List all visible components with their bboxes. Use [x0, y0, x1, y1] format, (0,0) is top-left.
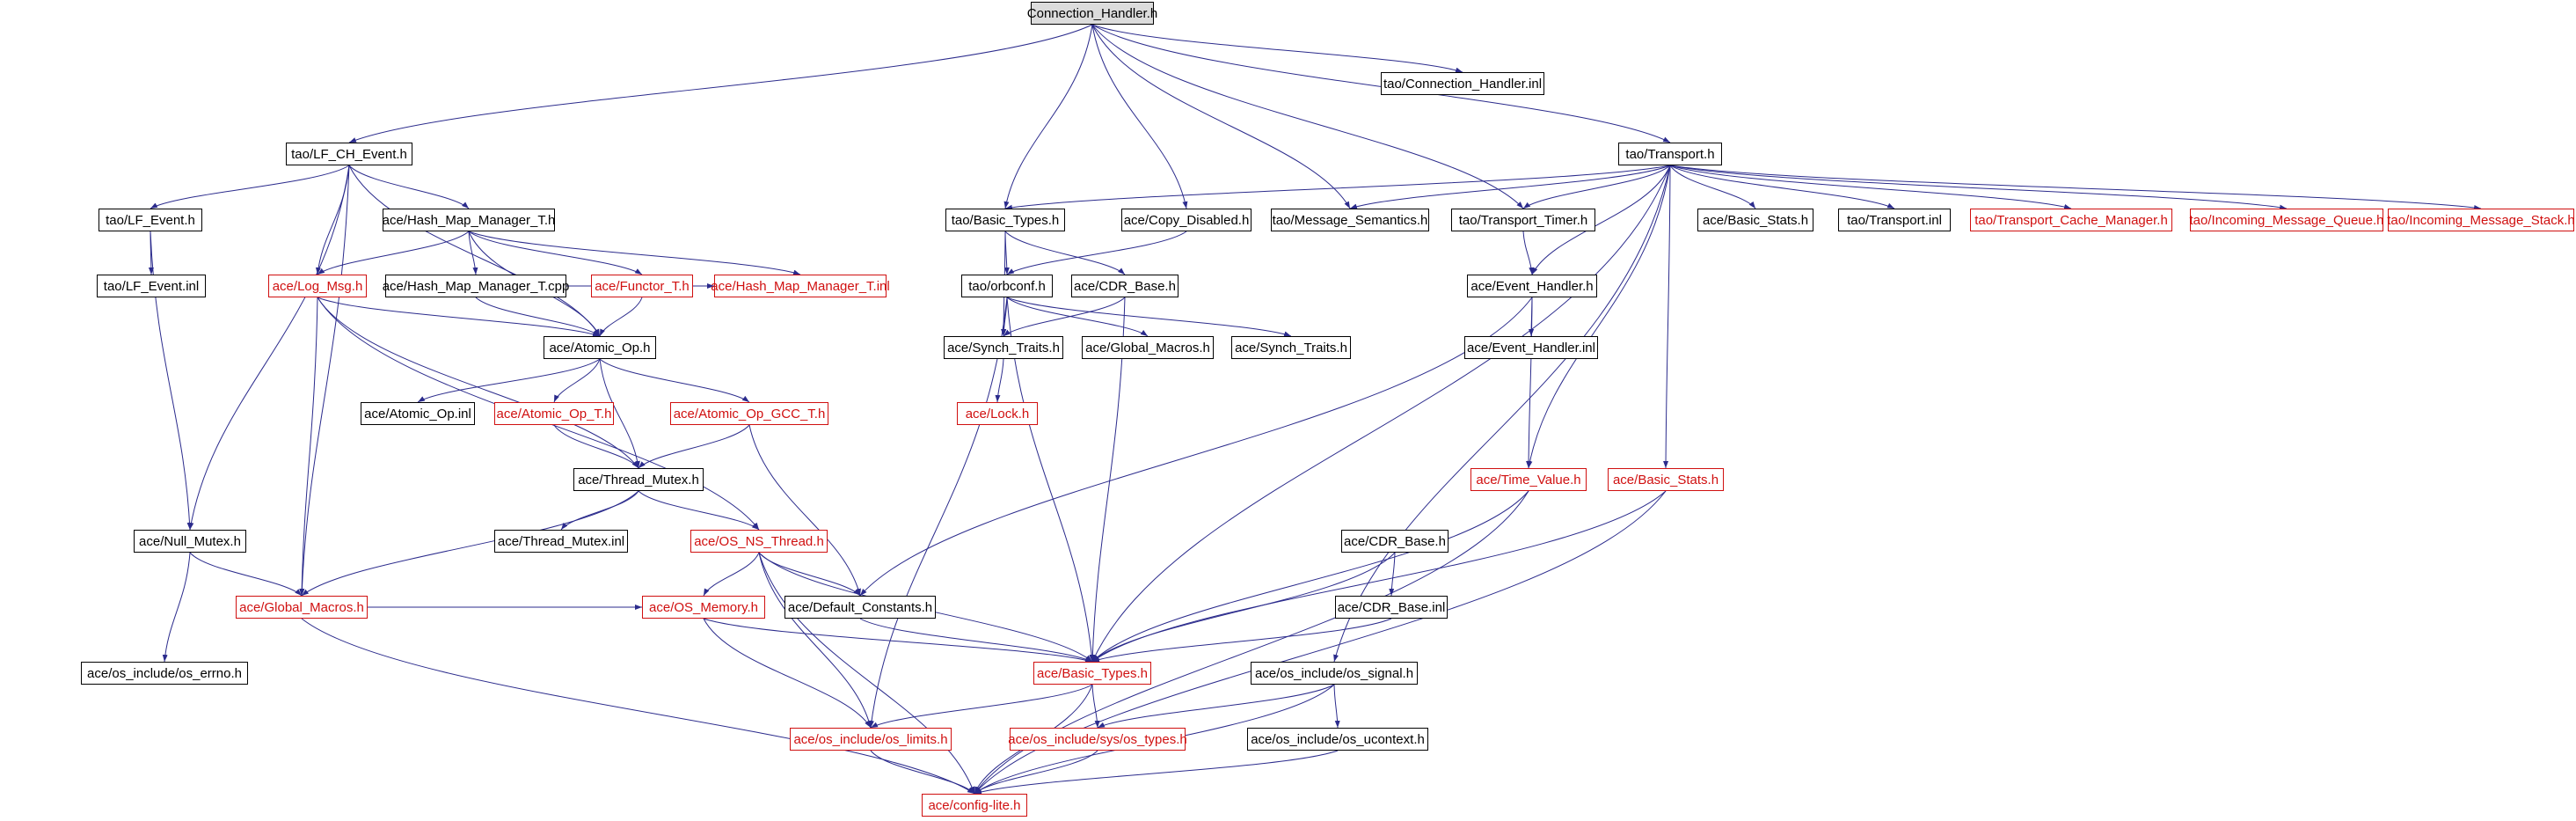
graph-node[interactable]: ace/os_include/os_signal.h	[1251, 662, 1418, 685]
graph-node[interactable]: ace/os_include/os_limits.h	[790, 728, 952, 751]
graph-edge	[1092, 491, 1666, 662]
graph-edge	[871, 297, 1007, 728]
graph-node[interactable]: ace/Hash_Map_Manager_T.inl	[714, 275, 887, 297]
graph-edge	[1005, 165, 1670, 209]
graph-edge	[418, 359, 600, 402]
graph-edge	[1670, 165, 2071, 209]
graph-edge	[1092, 25, 1186, 209]
graph-edge	[349, 165, 469, 209]
graph-edge	[1092, 165, 1670, 662]
graph-node[interactable]: tao/Message_Semantics.h	[1271, 209, 1429, 231]
graph-edge	[1092, 25, 1523, 209]
graph-edge	[302, 165, 349, 596]
graph-edge	[639, 425, 749, 468]
graph-edge	[997, 359, 1003, 402]
graph-node[interactable]: ace/config-lite.h	[922, 794, 1027, 817]
graph-edge	[1670, 165, 2287, 209]
graph-edge	[1092, 685, 1098, 728]
graph-edge	[164, 553, 190, 662]
graph-edge	[974, 751, 1338, 794]
graph-edge	[1334, 165, 1670, 662]
graph-edge	[476, 297, 600, 336]
graph-edge	[469, 231, 642, 275]
graph-edge	[1005, 25, 1092, 209]
graph-node[interactable]: tao/Transport_Timer.h	[1451, 209, 1595, 231]
graph-node[interactable]: ace/Copy_Disabled.h	[1121, 209, 1252, 231]
graph-edge	[469, 231, 800, 275]
graph-edge	[639, 491, 759, 530]
graph-node[interactable]: tao/LF_CH_Event.h	[286, 143, 412, 165]
graph-edge	[759, 553, 974, 794]
graph-edge	[704, 553, 759, 596]
graph-node[interactable]: tao/Transport_Cache_Manager.h	[1970, 209, 2172, 231]
graph-node[interactable]: ace/Null_Mutex.h	[134, 530, 246, 553]
graph-node[interactable]: ace/Hash_Map_Manager_T.cpp	[385, 275, 566, 297]
graph-edge	[1005, 231, 1007, 275]
graph-edge	[759, 553, 871, 728]
graph-edge	[302, 297, 317, 596]
graph-node[interactable]: ace/Atomic_Op.inl	[361, 402, 475, 425]
graph-node[interactable]: ace/Basic_Stats.h	[1608, 468, 1724, 491]
graph-edge	[1005, 231, 1125, 275]
graph-edge	[317, 297, 600, 336]
graph-node[interactable]: tao/LF_Event.h	[99, 209, 202, 231]
graph-node[interactable]: ace/Thread_Mutex.h	[573, 468, 704, 491]
graph-edge	[600, 359, 749, 402]
graph-edge	[190, 553, 302, 596]
graph-edge	[349, 165, 600, 336]
graph-node[interactable]: ace/CDR_Base.h	[1071, 275, 1179, 297]
graph-node[interactable]: ace/Default_Constants.h	[784, 596, 936, 619]
graph-node[interactable]: ace/Global_Macros.h	[1082, 336, 1214, 359]
graph-edge	[704, 619, 1092, 662]
graph-node[interactable]: ace/Atomic_Op_GCC_T.h	[670, 402, 828, 425]
graph-edge	[1670, 165, 1755, 209]
graph-edge	[1003, 297, 1007, 336]
graph-node[interactable]: tao/Basic_Types.h	[945, 209, 1065, 231]
graph-edge	[1092, 491, 1529, 662]
graph-node[interactable]: ace/CDR_Base.inl	[1335, 596, 1448, 619]
graph-node[interactable]: ace/os_include/os_ucontext.h	[1247, 728, 1428, 751]
graph-edge	[1391, 553, 1395, 596]
graph-edge	[871, 751, 974, 794]
graph-node[interactable]: ace/Functor_T.h	[591, 275, 693, 297]
graph-edge	[561, 491, 639, 530]
graph-node[interactable]: ace/Basic_Stats.h	[1697, 209, 1813, 231]
graph-edge	[317, 165, 349, 275]
graph-edge	[1670, 165, 2481, 209]
graph-node[interactable]: ace/Synch_Traits.h	[944, 336, 1063, 359]
graph-node[interactable]: tao/Connection_Handler.inl	[1381, 72, 1544, 95]
graph-edge	[759, 553, 860, 596]
graph-node[interactable]: ace/OS_NS_Thread.h	[690, 530, 828, 553]
graph-edge	[1523, 231, 1532, 275]
graph-node[interactable]: tao/Transport.inl	[1838, 209, 1951, 231]
graph-node[interactable]: ace/os_include/os_errno.h	[81, 662, 248, 685]
graph-edge	[860, 619, 1092, 662]
graph-edge	[1007, 231, 1186, 275]
graph-node[interactable]: ace/OS_Memory.h	[642, 596, 765, 619]
graph-node[interactable]: Connection_Handler.h	[1031, 2, 1154, 25]
graph-edge	[1092, 619, 1391, 662]
graph-node[interactable]: ace/Event_Handler.inl	[1464, 336, 1598, 359]
graph-edge	[302, 619, 974, 794]
graph-edge	[1092, 25, 1463, 72]
graph-node[interactable]: tao/Transport.h	[1618, 143, 1722, 165]
graph-edge	[871, 685, 1092, 728]
graph-edge	[317, 231, 469, 275]
graph-edge	[1350, 165, 1670, 209]
graph-node[interactable]: tao/orbconf.h	[961, 275, 1053, 297]
graph-edge	[190, 165, 349, 530]
graph-edge	[150, 231, 151, 275]
graph-edge	[1523, 165, 1670, 209]
graph-node[interactable]: ace/Thread_Mutex.inl	[494, 530, 628, 553]
graph-edge	[150, 165, 349, 209]
graph-node[interactable]: ace/Synch_Traits.h	[1231, 336, 1351, 359]
graph-edge	[349, 25, 1092, 143]
graph-edge	[749, 425, 860, 596]
graph-node[interactable]: ace/os_include/sys/os_types.h	[1010, 728, 1186, 751]
graph-edge	[1531, 297, 1532, 336]
graph-edge	[1092, 25, 1350, 209]
graph-edge	[974, 751, 1098, 794]
graph-node[interactable]: ace/Atomic_Op.h	[544, 336, 656, 359]
graph-edge	[1334, 685, 1338, 728]
graph-node[interactable]: ace/Lock.h	[957, 402, 1038, 425]
graph-edge	[1098, 685, 1334, 728]
graph-edge	[1003, 297, 1125, 336]
graph-edge	[704, 619, 871, 728]
graph-node[interactable]: tao/LF_Event.inl	[97, 275, 206, 297]
graph-node[interactable]: ace/Time_Value.h	[1470, 468, 1587, 491]
graph-node[interactable]: ace/Global_Macros.h	[236, 596, 368, 619]
graph-edge	[1007, 297, 1291, 336]
graph-node[interactable]: tao/Incoming_Message_Stack.h	[2388, 209, 2574, 231]
graph-node[interactable]: ace/Log_Msg.h	[268, 275, 367, 297]
graph-edge	[554, 359, 600, 402]
graph-node[interactable]: tao/Incoming_Message_Queue.h	[2190, 209, 2383, 231]
graph-edge	[469, 231, 476, 275]
graph-node[interactable]: ace/Atomic_Op_T.h	[494, 402, 614, 425]
graph-edge	[600, 297, 642, 336]
graph-edge	[1666, 165, 1670, 468]
graph-node[interactable]: ace/Hash_Map_Manager_T.h	[383, 209, 555, 231]
graph-edge	[1007, 297, 1148, 336]
graph-node[interactable]: ace/Event_Handler.h	[1467, 275, 1597, 297]
graph-edge	[317, 297, 639, 468]
graph-node[interactable]: ace/CDR_Base.h	[1341, 530, 1449, 553]
graph-edge	[554, 425, 639, 468]
graph-edge	[1670, 165, 1894, 209]
graph-node[interactable]: ace/Basic_Types.h	[1033, 662, 1151, 685]
graph-edge	[1529, 297, 1532, 468]
